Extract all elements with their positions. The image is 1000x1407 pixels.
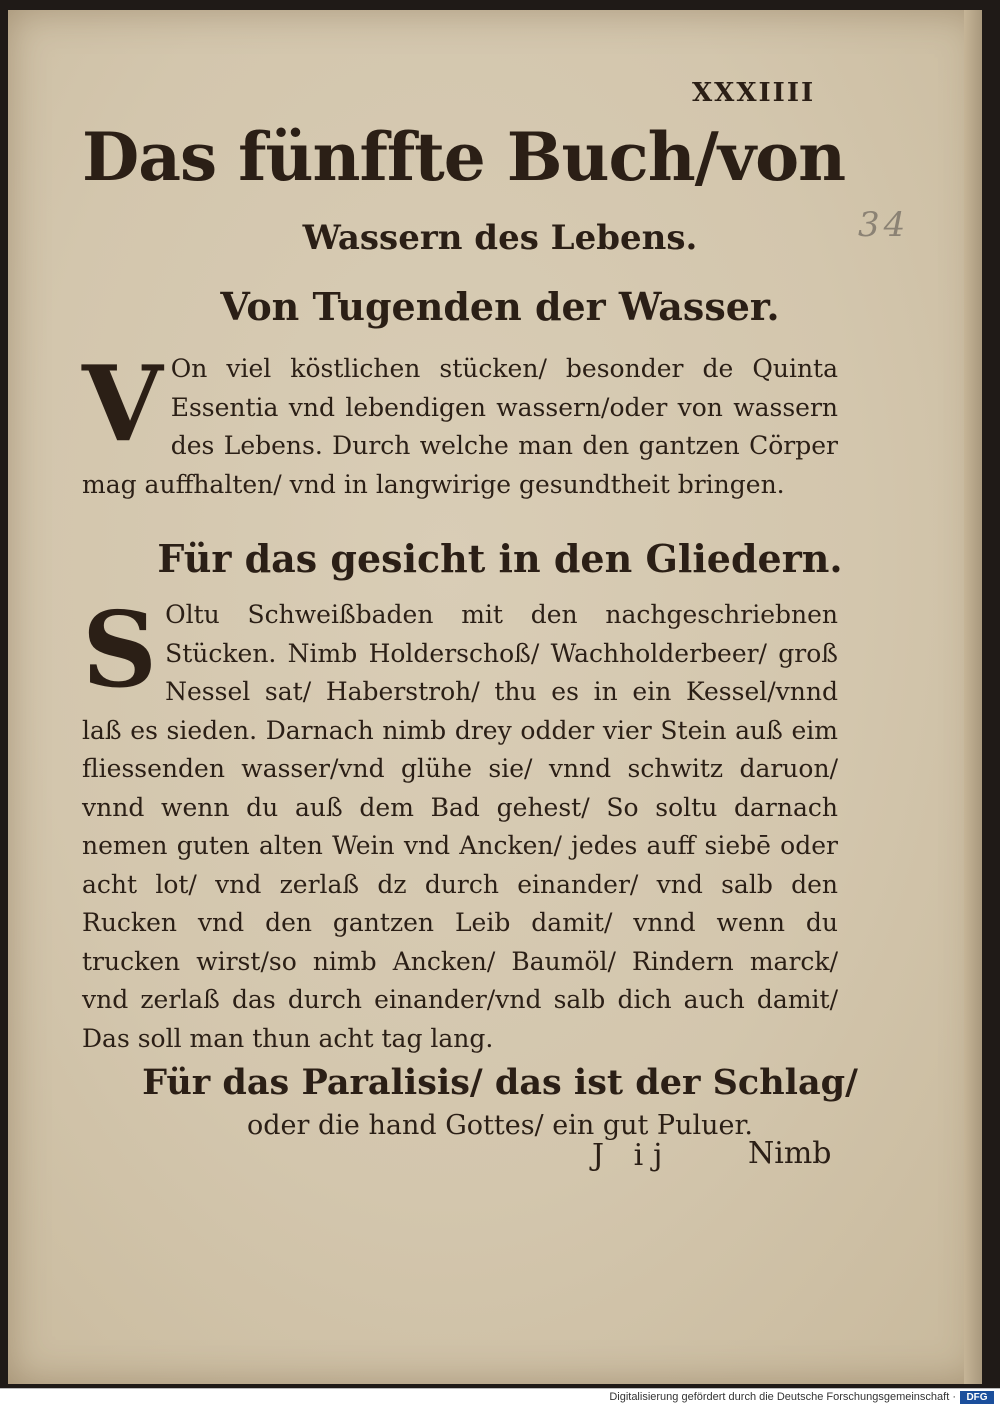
page-edge	[964, 10, 982, 1384]
catchword: Nimb	[748, 1136, 832, 1171]
folio-number: XXXIIII	[692, 78, 816, 108]
section-heading-virtues: Von Tugenden der Wasser.	[220, 284, 780, 329]
book-title: Das fünffte Buch/von	[82, 118, 846, 196]
book-subtitle: Wassern des Lebens.	[302, 218, 698, 258]
drop-cap-v: V	[82, 342, 163, 465]
funding-credit: Digitalisierung gefördert durch die Deutsche Forschungsgemeinschaft ·	[609, 1391, 956, 1403]
paragraph-virtues: On viel köstlichen stücken/ besonder de Quinta Essentia vnd lebendigen wassern/oder von wassern des Lebens. Durch welche man den gantzen Cörper mag auffhalten/ vnd in langwirige gesundtheit bringen.	[82, 354, 838, 499]
section-subheading-paralisis: oder die hand Gottes/ ein gut Puluer.	[246, 1110, 754, 1141]
section-heading-face: Für das gesicht in den Gliedern.	[157, 536, 843, 581]
paragraph-face: Oltu Schweißbaden mit den nachgeschriebnen Stücken. Nimb Holderschoß/ Wachholderbeer/ groß Nessel sat/ Haberstroh/ thu es in ein Kessel/vnnd laß es sieden. Darnach nimb drey odder vier Stein auß eim fliessenden wasser/vnd glühe sie/ vnnd schwitz daruon/ vnnd wenn du auß dem Bad gehest/ So soltu darnach nemen guten alten Wein vnd Ancken/ jedes auff siebē oder acht lot/ vnd zerlaß dz durch einander/ vnd salb den Rucken vnd den gantzen Leib damit/ vnnd wenn du trucken wirst/so nimb Ancken/ Baumöl/ Rindern marck/ vnd zerlaß das durch einander/vnd salb dich auch damit/ Das soll man thun acht tag lang.	[82, 600, 838, 1053]
section-text-face	[82, 588, 838, 1058]
drop-cap-s: S	[82, 588, 158, 711]
section-heading-paralisis: Für das Paralisis/ das ist der Schlag/	[142, 1062, 858, 1103]
footer-bar	[0, 1388, 1000, 1407]
section-text-virtues	[82, 342, 838, 504]
signature-mark: J ij	[592, 1138, 673, 1173]
handwritten-page-number: 34	[858, 205, 910, 245]
dfg-logo[interactable]: DFG	[960, 1391, 994, 1404]
